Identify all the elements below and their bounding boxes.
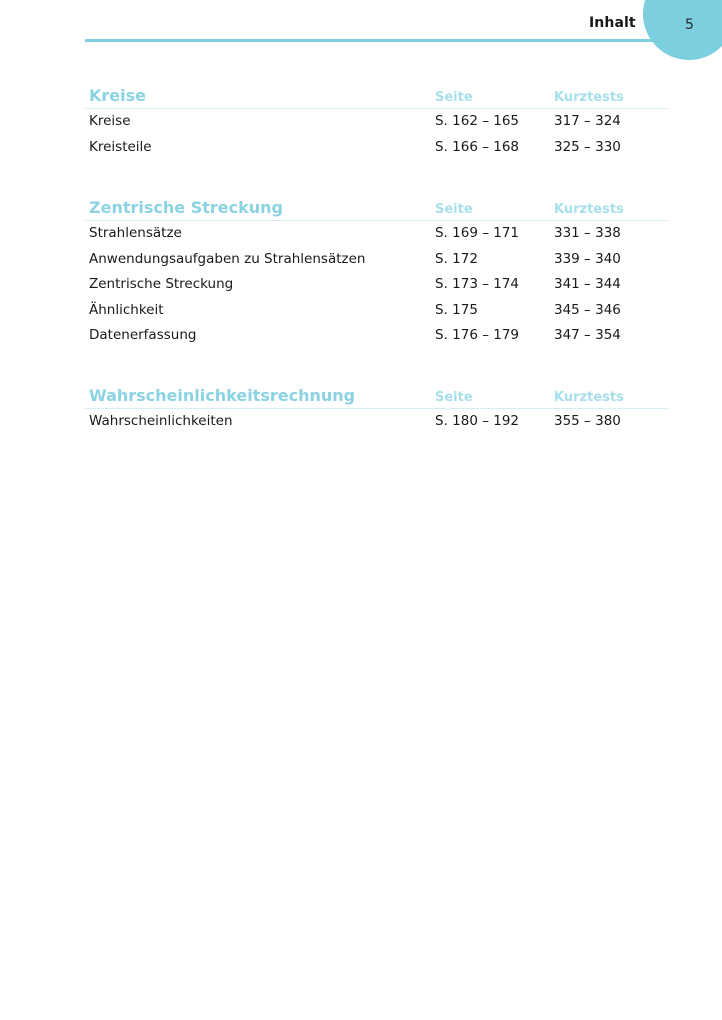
toc-row[interactable] [89, 135, 669, 161]
toc-section-zentrische-streckung [89, 198, 669, 349]
column-header-kurztests: Kurztests [554, 90, 624, 105]
column-header-seite: Seite [435, 90, 473, 105]
toc-section-kreise [89, 86, 669, 160]
kurztest-range: 341 – 344 [554, 276, 621, 292]
page-number: 5 [685, 17, 694, 33]
kurztest-range: 347 – 354 [554, 327, 621, 343]
kurztest-range: 317 – 324 [554, 113, 621, 129]
page-range: S. 169 – 171 [435, 225, 520, 241]
kurztest-range: 345 – 346 [554, 301, 621, 318]
page-range: S. 180 – 192 [435, 413, 520, 429]
toc-row[interactable] [89, 272, 669, 298]
kurztest-range: 331 – 338 [554, 225, 621, 241]
section-title: Kreise [89, 86, 146, 105]
page-range: S. 173 – 174 [435, 276, 520, 292]
toc-row[interactable] [89, 221, 669, 247]
topic-label: Zentrische Streckung [89, 276, 234, 292]
topic-label: Strahlensätze [89, 225, 182, 241]
section-header [85, 86, 669, 109]
header-rule [85, 39, 665, 42]
topic-label: Anwendungsaufgaben zu Strahlensätzen [89, 250, 366, 267]
toc-row[interactable] [89, 247, 669, 273]
page-number-badge [643, 0, 722, 60]
toc-row[interactable] [89, 409, 669, 435]
column-header-seite: Seite [435, 202, 473, 217]
page-range: S. 176 – 179 [435, 327, 520, 343]
kurztest-range: 325 – 330 [554, 138, 621, 155]
toc-row[interactable] [89, 323, 669, 349]
kurztest-range: 339 – 340 [554, 250, 621, 267]
section-header [85, 198, 669, 221]
page-range: S. 162 – 165 [435, 113, 520, 129]
column-header-kurztests: Kurztests [554, 390, 624, 405]
topic-label: Ähnlichkeit [89, 301, 164, 318]
column-header-seite: Seite [435, 390, 473, 405]
topic-label: Datenerfassung [89, 327, 197, 343]
topic-label: Kreise [89, 113, 131, 129]
kurztest-range: 355 – 380 [554, 413, 621, 429]
page-range: S. 175 [435, 301, 478, 318]
column-header-kurztests: Kurztests [554, 202, 624, 217]
toc-row[interactable] [89, 298, 669, 324]
toc-section-wahrscheinlichkeitsrechnung [89, 386, 669, 435]
toc-row[interactable] [89, 109, 669, 135]
topic-label: Wahrscheinlichkeiten [89, 413, 233, 429]
section-header [85, 386, 669, 409]
page-range: S. 172 [435, 250, 478, 267]
section-title: Wahrscheinlichkeitsrechnung [89, 386, 356, 405]
section-title: Zentrische Streckung [89, 198, 283, 217]
page-range: S. 166 – 168 [435, 138, 520, 155]
topic-label: Kreisteile [89, 138, 152, 155]
page-header-title: Inhalt [589, 15, 636, 31]
